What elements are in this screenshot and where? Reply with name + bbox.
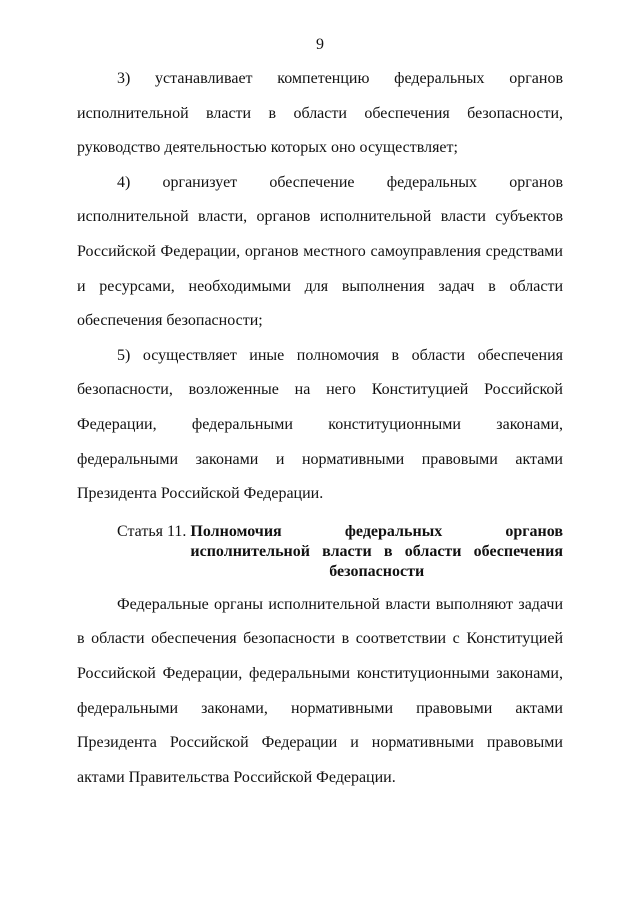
- paragraph-item-3: 3) устанавливает компетенцию федеральных органов исполнительной власти в области обеспечения безопасности, руководство деятельностью которых оно осуществляет;: [77, 70, 563, 157]
- paragraph-item-5: 5) осуществляет иные полномочия в области обеспечения безопасности, возложенные на него Конституцией Российской Федерации, федеральными конституционными законами, федеральными законами и нормативными правовыми актами Президента Российской Федерации.: [77, 346, 563, 503]
- page-number: 9: [316, 36, 324, 53]
- article-title: Полномочия федеральных органов исполнительной власти в области обеспечения безопасности: [190, 522, 563, 580]
- article-body-paragraph: Федеральные органы исполнительной власти выполняют задачи в области обеспечения безопасности в соответствии с Конституцией Российской Федерации, федеральными конституционными законами, федеральными законами, нормативными правовыми актами Президента Российской Федерации и нормативными правовыми актами Правительства Российской Федерации.: [77, 595, 563, 786]
- paragraph-item-4: 4) организует обеспечение федеральных органов исполнительной власти, органов исполнительной власти субъектов Российской Федерации, органов местного самоуправления средствами и ресурсами, необходимыми для выполнения задач в области обеспечения безопасности;: [77, 173, 563, 330]
- document-body: [77, 62, 563, 795]
- article-label: Статья 11.: [117, 522, 187, 540]
- article-heading: [77, 522, 563, 582]
